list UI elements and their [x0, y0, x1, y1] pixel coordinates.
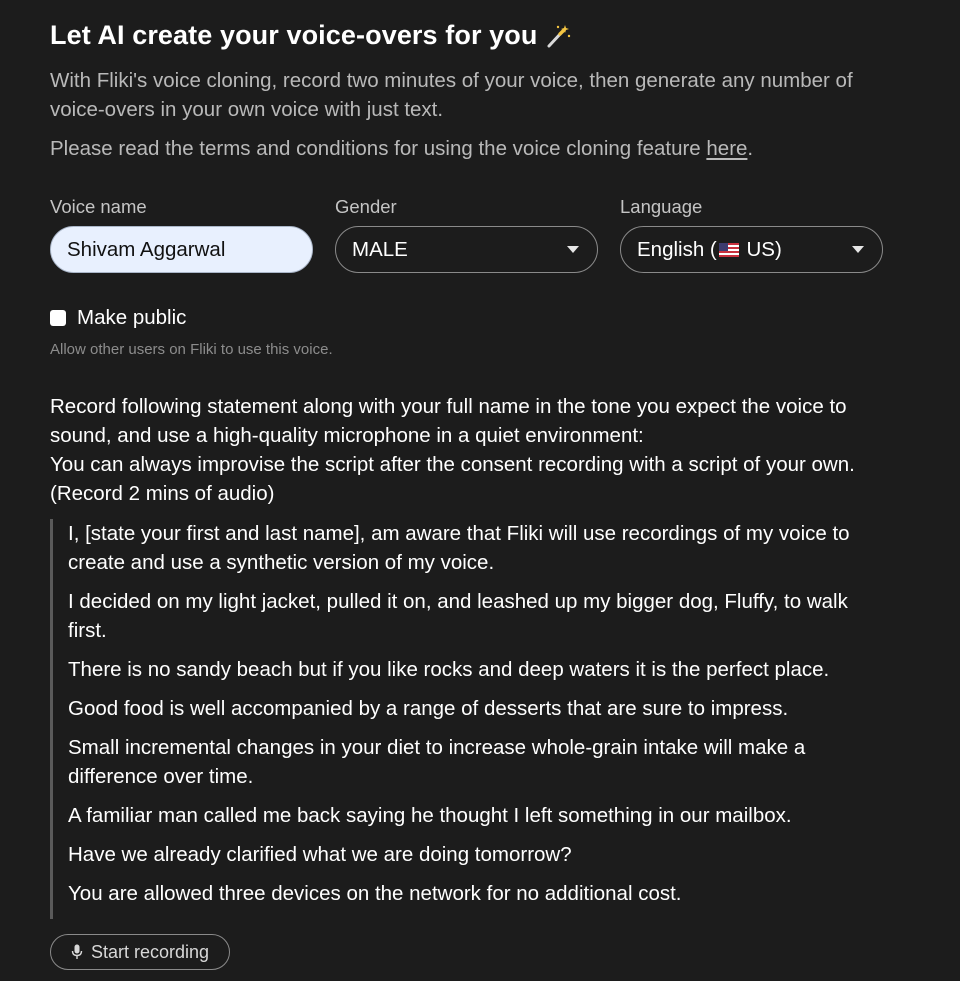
page-title [50, 20, 571, 51]
make-public-row[interactable] [50, 306, 186, 330]
intro-text: With Fliki's voice cloning, record two minutes of your voice, then generate any number of voice-overs in your own voice with just text. [50, 69, 853, 121]
gender-value: MALE [352, 237, 408, 261]
start-recording-button[interactable] [50, 934, 230, 970]
instructions-line-1: Record following statement along with your full name in the tone you expect the voice to sound, and use a high-quality microphone in a quiet environment: [50, 395, 847, 447]
make-public-hint: Allow other users on Fliki to use this voice. [50, 341, 333, 358]
script-line: Have we already clarified what we are doing tomorrow? [68, 843, 572, 866]
terms-notice [50, 134, 900, 163]
chevron-down-icon [852, 246, 864, 253]
magic-wand-icon [545, 23, 571, 49]
terms-suffix: . [747, 137, 754, 160]
language-value [637, 238, 782, 262]
gender-label: Gender [335, 196, 397, 217]
script-line: Good food is well accompanied by a range of desserts that are sure to impress. [68, 697, 789, 720]
language-value-prefix: English ( [637, 237, 717, 261]
voice-name-input[interactable] [50, 226, 313, 273]
gender-select[interactable] [335, 226, 598, 273]
language-label: Language [620, 196, 703, 217]
script-line: You are allowed three devices on the network for no additional cost. [68, 882, 682, 905]
make-public-label: Make public [77, 306, 187, 329]
script-line: I, [state your first and last name], am aware that Fliki will use recordings of my voice to create and use a synthetic version of my voice. [68, 522, 850, 574]
voice-name-value: Shivam Aggarwal [67, 237, 226, 261]
terms-text: Please read the terms and conditions for using the voice cloning feature [50, 137, 707, 160]
language-value-suffix: US) [740, 237, 782, 261]
microphone-icon [71, 944, 83, 960]
language-select[interactable] [620, 226, 883, 273]
chevron-down-icon [567, 246, 579, 253]
terms-link[interactable]: here [706, 137, 748, 160]
script-line: Small incremental changes in your diet to increase whole-grain intake will make a difference over time. [68, 736, 806, 788]
page-title-text: Let AI create your voice-overs for you [50, 20, 538, 50]
script-line: There is no sandy beach but if you like rocks and deep waters it is the perfect place. [68, 658, 830, 681]
start-recording-label: Start recording [90, 941, 210, 962]
consent-script [50, 519, 890, 919]
instructions-line-2: You can always improvise the script after the consent recording with a script of your own. (Record 2 mins of audio) [50, 453, 855, 505]
recording-instructions [50, 392, 900, 508]
script-line: I decided on my light jacket, pulled it on, and leashed up my bigger dog, Fluffy, to walk first. [68, 590, 848, 642]
voice-name-label: Voice name [50, 196, 147, 217]
make-public-checkbox[interactable] [50, 310, 66, 326]
script-line: A familiar man called me back saying he thought I left something in our mailbox. [68, 804, 792, 827]
us-flag-icon [719, 243, 739, 257]
